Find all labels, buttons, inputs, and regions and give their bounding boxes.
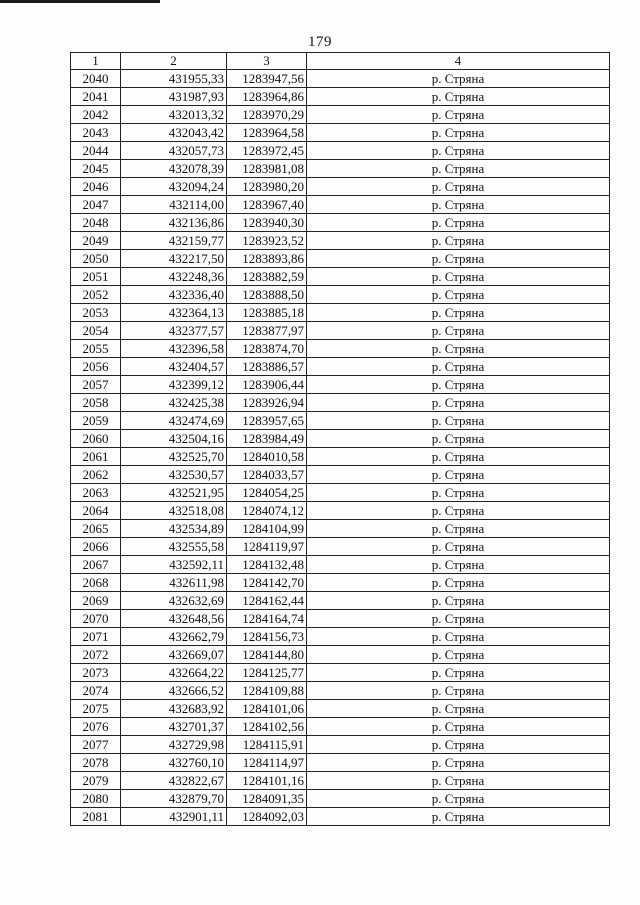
table-row (71, 610, 610, 628)
object-name-cell: р. Стряна (307, 322, 610, 340)
x-coordinate-cell: 432760,10 (121, 754, 227, 772)
y-coordinate-cell: 1284115,91 (227, 736, 307, 754)
object-name-cell: р. Стряна (307, 466, 610, 484)
object-name-cell: р. Стряна (307, 268, 610, 286)
table-row (71, 250, 610, 268)
point-number-cell: 2077 (71, 736, 121, 754)
point-number-cell: 2063 (71, 484, 121, 502)
point-number-cell: 2070 (71, 610, 121, 628)
x-coordinate-cell: 431987,93 (121, 88, 227, 106)
x-coordinate-cell: 432648,56 (121, 610, 227, 628)
object-name-cell: р. Стряна (307, 808, 610, 826)
x-coordinate-cell: 432592,11 (121, 556, 227, 574)
table-row (71, 538, 610, 556)
point-number-cell: 2062 (71, 466, 121, 484)
table-header-row (71, 53, 610, 70)
x-coordinate-cell: 432248,36 (121, 268, 227, 286)
x-coordinate-cell: 432404,57 (121, 358, 227, 376)
table-row (71, 142, 610, 160)
point-number-cell: 2067 (71, 556, 121, 574)
x-coordinate-cell: 432336,40 (121, 286, 227, 304)
table-row (71, 502, 610, 520)
table-row (71, 70, 610, 88)
object-name-cell: р. Стряна (307, 736, 610, 754)
y-coordinate-cell: 1283984,49 (227, 430, 307, 448)
object-name-cell: р. Стряна (307, 178, 610, 196)
x-coordinate-cell: 432611,98 (121, 574, 227, 592)
table-row (71, 124, 610, 142)
table-row (71, 574, 610, 592)
object-name-cell: р. Стряна (307, 232, 610, 250)
point-number-cell: 2040 (71, 70, 121, 88)
y-coordinate-cell: 1283970,29 (227, 106, 307, 124)
point-number-cell: 2054 (71, 322, 121, 340)
x-coordinate-cell: 432217,50 (121, 250, 227, 268)
x-coordinate-cell: 432666,52 (121, 682, 227, 700)
object-name-cell: р. Стряна (307, 88, 610, 106)
object-name-cell: р. Стряна (307, 790, 610, 808)
x-coordinate-cell: 432043,42 (121, 124, 227, 142)
y-coordinate-cell: 1284156,73 (227, 628, 307, 646)
table-row (71, 412, 610, 430)
table-row (71, 322, 610, 340)
point-number-cell: 2071 (71, 628, 121, 646)
y-coordinate-cell: 1284162,44 (227, 592, 307, 610)
object-name-cell: р. Стряна (307, 628, 610, 646)
point-number-cell: 2047 (71, 196, 121, 214)
y-coordinate-cell: 1284091,35 (227, 790, 307, 808)
point-number-cell: 2080 (71, 790, 121, 808)
point-number-cell: 2079 (71, 772, 121, 790)
object-name-cell: р. Стряна (307, 682, 610, 700)
point-number-cell: 2052 (71, 286, 121, 304)
object-name-cell: р. Стряна (307, 250, 610, 268)
point-number-cell: 2069 (71, 592, 121, 610)
y-coordinate-cell: 1284102,56 (227, 718, 307, 736)
point-number-cell: 2048 (71, 214, 121, 232)
y-coordinate-cell: 1283972,45 (227, 142, 307, 160)
table-body (71, 70, 610, 826)
y-coordinate-cell: 1284054,25 (227, 484, 307, 502)
y-coordinate-cell: 1283967,40 (227, 196, 307, 214)
point-number-cell: 2081 (71, 808, 121, 826)
object-name-cell: р. Стряна (307, 754, 610, 772)
point-number-cell: 2060 (71, 430, 121, 448)
y-coordinate-cell: 1283893,86 (227, 250, 307, 268)
point-number-cell: 2072 (71, 646, 121, 664)
table-row (71, 376, 610, 394)
x-coordinate-cell: 432425,38 (121, 394, 227, 412)
y-coordinate-cell: 1284101,06 (227, 700, 307, 718)
point-number-cell: 2078 (71, 754, 121, 772)
point-number-cell: 2075 (71, 700, 121, 718)
point-number-cell: 2074 (71, 682, 121, 700)
x-coordinate-cell: 431955,33 (121, 70, 227, 88)
table-row (71, 178, 610, 196)
x-coordinate-cell: 432669,07 (121, 646, 227, 664)
table-row (71, 556, 610, 574)
object-name-cell: р. Стряна (307, 376, 610, 394)
table-row (71, 214, 610, 232)
object-name-cell: р. Стряна (307, 124, 610, 142)
y-coordinate-cell: 1284092,03 (227, 808, 307, 826)
object-name-cell: р. Стряна (307, 772, 610, 790)
y-coordinate-cell: 1283877,97 (227, 322, 307, 340)
point-number-cell: 2050 (71, 250, 121, 268)
column-header-4: 4 (307, 53, 610, 70)
table-row (71, 754, 610, 772)
table-row (71, 736, 610, 754)
object-name-cell: р. Стряна (307, 196, 610, 214)
y-coordinate-cell: 1283940,30 (227, 214, 307, 232)
x-coordinate-cell: 432525,70 (121, 448, 227, 466)
point-number-cell: 2049 (71, 232, 121, 250)
object-name-cell: р. Стряна (307, 70, 610, 88)
object-name-cell: р. Стряна (307, 520, 610, 538)
object-name-cell: р. Стряна (307, 484, 610, 502)
table-row (71, 358, 610, 376)
point-number-cell: 2068 (71, 574, 121, 592)
point-number-cell: 2058 (71, 394, 121, 412)
x-coordinate-cell: 432078,39 (121, 160, 227, 178)
page-number: 179 (308, 34, 332, 50)
table-row (71, 628, 610, 646)
table-row (71, 646, 610, 664)
table-row (71, 664, 610, 682)
object-name-cell: р. Стряна (307, 502, 610, 520)
table-row (71, 790, 610, 808)
table-row (71, 718, 610, 736)
table-row (71, 484, 610, 502)
object-name-cell: р. Стряна (307, 556, 610, 574)
point-number-cell: 2042 (71, 106, 121, 124)
table-row (71, 520, 610, 538)
x-coordinate-cell: 432504,16 (121, 430, 227, 448)
y-coordinate-cell: 1283964,86 (227, 88, 307, 106)
object-name-cell: р. Стряна (307, 610, 610, 628)
point-number-cell: 2076 (71, 718, 121, 736)
x-coordinate-cell: 432057,73 (121, 142, 227, 160)
point-number-cell: 2065 (71, 520, 121, 538)
object-name-cell: р. Стряна (307, 394, 610, 412)
object-name-cell: р. Стряна (307, 592, 610, 610)
x-coordinate-cell: 432530,57 (121, 466, 227, 484)
table-row (71, 700, 610, 718)
table-row (71, 808, 610, 826)
object-name-cell: р. Стряна (307, 448, 610, 466)
object-name-cell: р. Стряна (307, 106, 610, 124)
x-coordinate-cell: 432701,37 (121, 718, 227, 736)
table-row (71, 196, 610, 214)
y-coordinate-cell: 1284142,70 (227, 574, 307, 592)
y-coordinate-cell: 1284144,80 (227, 646, 307, 664)
table-row (71, 88, 610, 106)
point-number-cell: 2045 (71, 160, 121, 178)
point-number-cell: 2046 (71, 178, 121, 196)
y-coordinate-cell: 1283888,50 (227, 286, 307, 304)
object-name-cell: р. Стряна (307, 664, 610, 682)
table-row (71, 106, 610, 124)
x-coordinate-cell: 432396,58 (121, 340, 227, 358)
x-coordinate-cell: 432534,89 (121, 520, 227, 538)
point-number-cell: 2057 (71, 376, 121, 394)
table-row (71, 592, 610, 610)
y-coordinate-cell: 1283964,58 (227, 124, 307, 142)
x-coordinate-cell: 432114,00 (121, 196, 227, 214)
table-row (71, 466, 610, 484)
object-name-cell: р. Стряна (307, 160, 610, 178)
table-row (71, 682, 610, 700)
y-coordinate-cell: 1284033,57 (227, 466, 307, 484)
object-name-cell: р. Стряна (307, 538, 610, 556)
x-coordinate-cell: 432662,79 (121, 628, 227, 646)
object-name-cell: р. Стряна (307, 142, 610, 160)
x-coordinate-cell: 432474,69 (121, 412, 227, 430)
top-border-rule (0, 0, 160, 3)
y-coordinate-cell: 1283923,52 (227, 232, 307, 250)
y-coordinate-cell: 1283885,18 (227, 304, 307, 322)
x-coordinate-cell: 432013,32 (121, 106, 227, 124)
x-coordinate-cell: 432399,12 (121, 376, 227, 394)
x-coordinate-cell: 432555,58 (121, 538, 227, 556)
y-coordinate-cell: 1283981,08 (227, 160, 307, 178)
point-number-cell: 2073 (71, 664, 121, 682)
x-coordinate-cell: 432879,70 (121, 790, 227, 808)
y-coordinate-cell: 1284074,12 (227, 502, 307, 520)
y-coordinate-cell: 1284119,97 (227, 538, 307, 556)
y-coordinate-cell: 1284101,16 (227, 772, 307, 790)
point-number-cell: 2044 (71, 142, 121, 160)
x-coordinate-cell: 432364,13 (121, 304, 227, 322)
x-coordinate-cell: 432159,77 (121, 232, 227, 250)
object-name-cell: р. Стряна (307, 718, 610, 736)
x-coordinate-cell: 432094,24 (121, 178, 227, 196)
point-number-cell: 2051 (71, 268, 121, 286)
y-coordinate-cell: 1284010,58 (227, 448, 307, 466)
x-coordinate-cell: 432518,08 (121, 502, 227, 520)
x-coordinate-cell: 432822,67 (121, 772, 227, 790)
y-coordinate-cell: 1283957,65 (227, 412, 307, 430)
y-coordinate-cell: 1283886,57 (227, 358, 307, 376)
object-name-cell: р. Стряна (307, 286, 610, 304)
y-coordinate-cell: 1283874,70 (227, 340, 307, 358)
y-coordinate-cell: 1284164,74 (227, 610, 307, 628)
table-row (71, 394, 610, 412)
point-number-cell: 2043 (71, 124, 121, 142)
y-coordinate-cell: 1283926,94 (227, 394, 307, 412)
y-coordinate-cell: 1284125,77 (227, 664, 307, 682)
point-number-cell: 2053 (71, 304, 121, 322)
y-coordinate-cell: 1283882,59 (227, 268, 307, 286)
y-coordinate-cell: 1284104,99 (227, 520, 307, 538)
table-row (71, 430, 610, 448)
column-header-2: 2 (121, 53, 227, 70)
x-coordinate-cell: 432729,98 (121, 736, 227, 754)
table-row (71, 304, 610, 322)
point-number-cell: 2066 (71, 538, 121, 556)
object-name-cell: р. Стряна (307, 700, 610, 718)
table-row (71, 448, 610, 466)
y-coordinate-cell: 1283980,20 (227, 178, 307, 196)
object-name-cell: р. Стряна (307, 340, 610, 358)
object-name-cell: р. Стряна (307, 574, 610, 592)
y-coordinate-cell: 1284132,48 (227, 556, 307, 574)
x-coordinate-cell: 432521,95 (121, 484, 227, 502)
y-coordinate-cell: 1283947,56 (227, 70, 307, 88)
coordinates-table (70, 52, 610, 826)
table-row (71, 160, 610, 178)
table-row (71, 286, 610, 304)
point-number-cell: 2041 (71, 88, 121, 106)
point-number-cell: 2059 (71, 412, 121, 430)
point-number-cell: 2061 (71, 448, 121, 466)
table-row (71, 232, 610, 250)
x-coordinate-cell: 432377,57 (121, 322, 227, 340)
x-coordinate-cell: 432901,11 (121, 808, 227, 826)
object-name-cell: р. Стряна (307, 214, 610, 232)
y-coordinate-cell: 1284109,88 (227, 682, 307, 700)
y-coordinate-cell: 1283906,44 (227, 376, 307, 394)
x-coordinate-cell: 432664,22 (121, 664, 227, 682)
point-number-cell: 2056 (71, 358, 121, 376)
object-name-cell: р. Стряна (307, 358, 610, 376)
y-coordinate-cell: 1284114,97 (227, 754, 307, 772)
object-name-cell: р. Стряна (307, 646, 610, 664)
column-header-3: 3 (227, 53, 307, 70)
x-coordinate-cell: 432136,86 (121, 214, 227, 232)
table-row (71, 268, 610, 286)
point-number-cell: 2064 (71, 502, 121, 520)
object-name-cell: р. Стряна (307, 430, 610, 448)
table-row (71, 772, 610, 790)
column-header-1: 1 (71, 53, 121, 70)
table-row (71, 340, 610, 358)
object-name-cell: р. Стряна (307, 304, 610, 322)
x-coordinate-cell: 432632,69 (121, 592, 227, 610)
x-coordinate-cell: 432683,92 (121, 700, 227, 718)
point-number-cell: 2055 (71, 340, 121, 358)
object-name-cell: р. Стряна (307, 412, 610, 430)
